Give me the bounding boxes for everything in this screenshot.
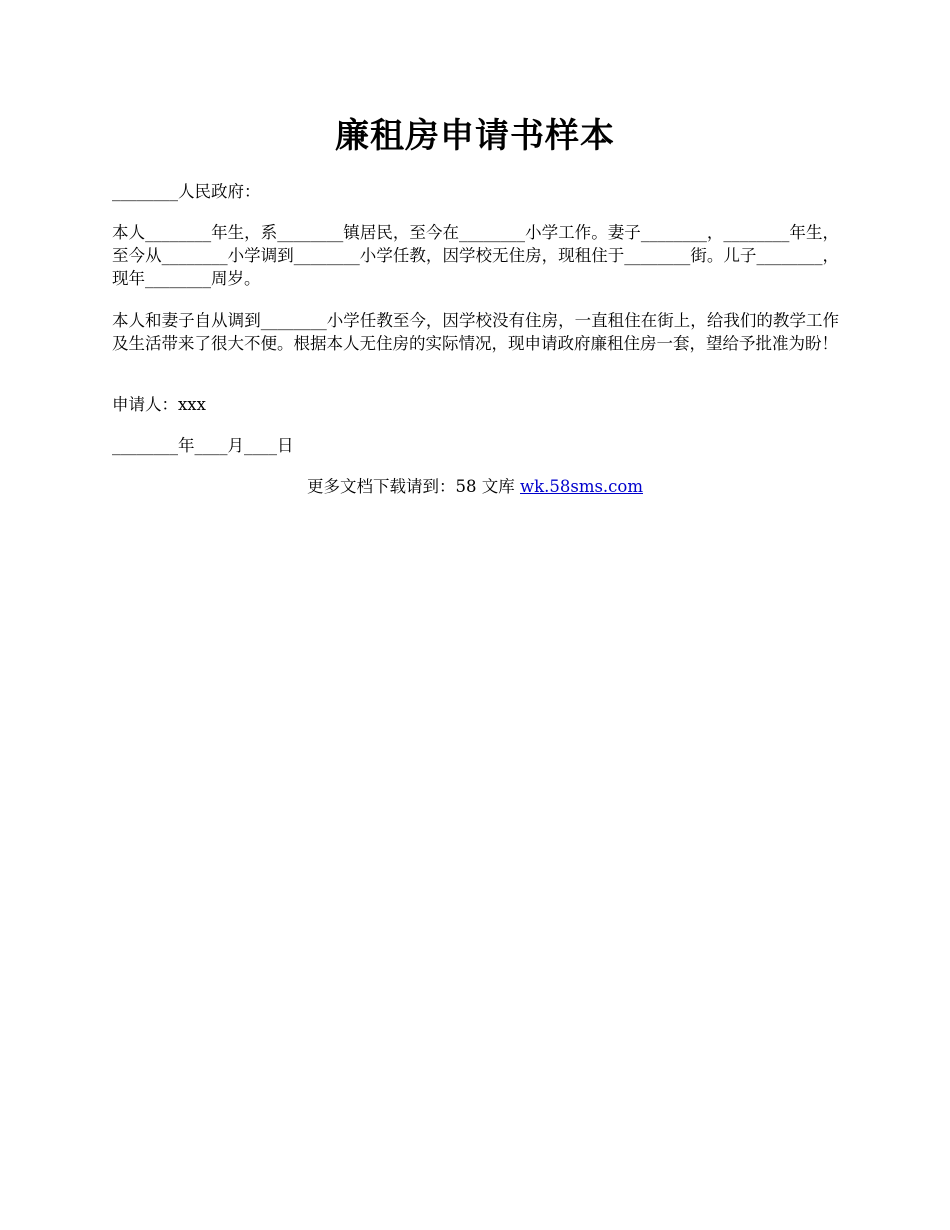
salutation: ________人民政府： [112,182,261,201]
footer-download-note [0,475,950,498]
applicant-line: 申请人：xxx [112,395,206,414]
footer-link[interactable]: wk.58sms.com [519,477,643,496]
footer-prefix: 更多文档下载请到：58 文库 [306,477,520,496]
paragraph-personal-info: 本人________年生，系________镇居民，至今在________小学工作。妻子________，________年生，至今从________小学调到________小学任教，因学校无住房，现租住于________街。儿子________，现年________周岁。 [112,223,839,288]
date-line: ________年____月____日 [112,436,294,455]
document-title: 廉租房申请书样本 [335,116,615,156]
paragraph-request: 本人和妻子自从调到________小学任教至今，因学校没有住房，一直租住在街上，给我们的教学工作及生活带来了很大不便。根据本人无住房的实际情况，现申请政府廉租住房一套，望给予批准为盼！ [112,311,839,353]
